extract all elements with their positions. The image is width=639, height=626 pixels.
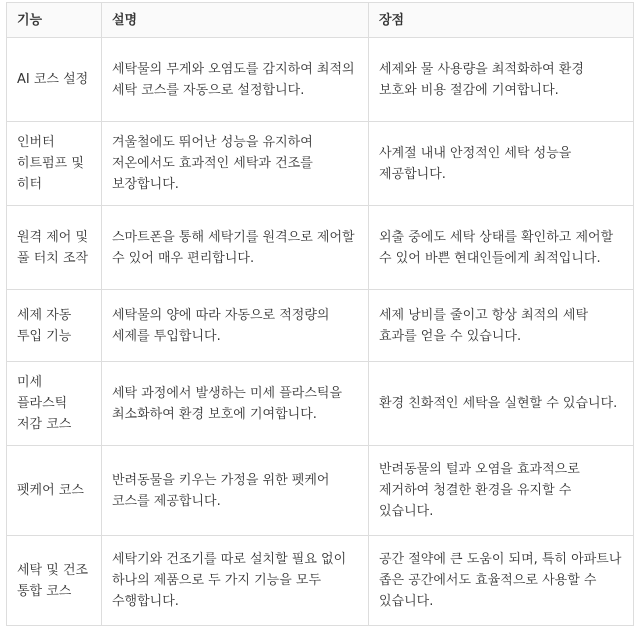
advantage-cell: 외출 중에도 세탁 상태를 확인하고 제어할 수 있어 바쁜 현대인들에게 최적입니다.: [369, 206, 634, 290]
description-cell: 스마트폰을 통해 세탁기를 원격으로 제어할 수 있어 매우 편리합니다.: [102, 206, 369, 290]
advantage-cell: 세제와 물 사용량을 최적화하여 환경 보호와 비용 절감에 기여합니다.: [369, 38, 634, 122]
description-cell: 세탁 과정에서 발생하는 미세 플라스틱을 최소화하여 환경 보호에 기여합니다.: [102, 362, 369, 446]
feature-cell: 인버터 히트펌프 및 히터: [7, 122, 102, 206]
advantage-cell: 공간 절약에 큰 도움이 되며, 특히 아파트나 좁은 공간에서도 효율적으로 사용할 수 있습니다.: [369, 536, 634, 626]
table-row: [7, 536, 634, 626]
table-row: [7, 206, 634, 290]
advantage-cell: 세제 낭비를 줄이고 항상 최적의 세탁 효과를 얻을 수 있습니다.: [369, 290, 634, 362]
advantage-cell: 사계절 내내 안정적인 세탁 성능을 제공합니다.: [369, 122, 634, 206]
description-cell: 세탁물의 양에 따라 자동으로 적정량의 세제를 투입합니다.: [102, 290, 369, 362]
description-cell: 세탁물의 무게와 오염도를 감지하여 최적의 세탁 코스를 자동으로 설정합니다.: [102, 38, 369, 122]
table-header-row: [7, 3, 634, 38]
feature-cell: 세탁 및 건조 통합 코스: [7, 536, 102, 626]
description-cell: 세탁기와 건조기를 따로 설치할 필요 없이 하나의 제품으로 두 가지 기능을 모두 수행합니다.: [102, 536, 369, 626]
description-cell: 겨울철에도 뛰어난 성능을 유지하여 저온에서도 효과적인 세탁과 건조를 보장합니다.: [102, 122, 369, 206]
description-cell: 반려동물을 키우는 가정을 위한 펫케어 코스를 제공합니다.: [102, 446, 369, 536]
feature-comparison-table: [6, 2, 634, 626]
feature-cell: 원격 제어 및 풀 터치 조작: [7, 206, 102, 290]
table-row: [7, 38, 634, 122]
feature-cell: 펫케어 코스: [7, 446, 102, 536]
table-row: [7, 362, 634, 446]
advantage-cell: 환경 친화적인 세탁을 실현할 수 있습니다.: [369, 362, 634, 446]
column-header-advantage: 장점: [369, 3, 634, 38]
feature-cell: AI 코스 설정: [7, 38, 102, 122]
column-header-feature: 기능: [7, 3, 102, 38]
advantage-cell: 반려동물의 털과 오염을 효과적으로 제거하여 청결한 환경을 유지할 수 있습니다.: [369, 446, 634, 536]
column-header-description: 설명: [102, 3, 369, 38]
table-row: [7, 446, 634, 536]
table-row: [7, 290, 634, 362]
feature-cell: 세제 자동 투입 기능: [7, 290, 102, 362]
feature-cell: 미세 플라스틱 저감 코스: [7, 362, 102, 446]
table-row: [7, 122, 634, 206]
